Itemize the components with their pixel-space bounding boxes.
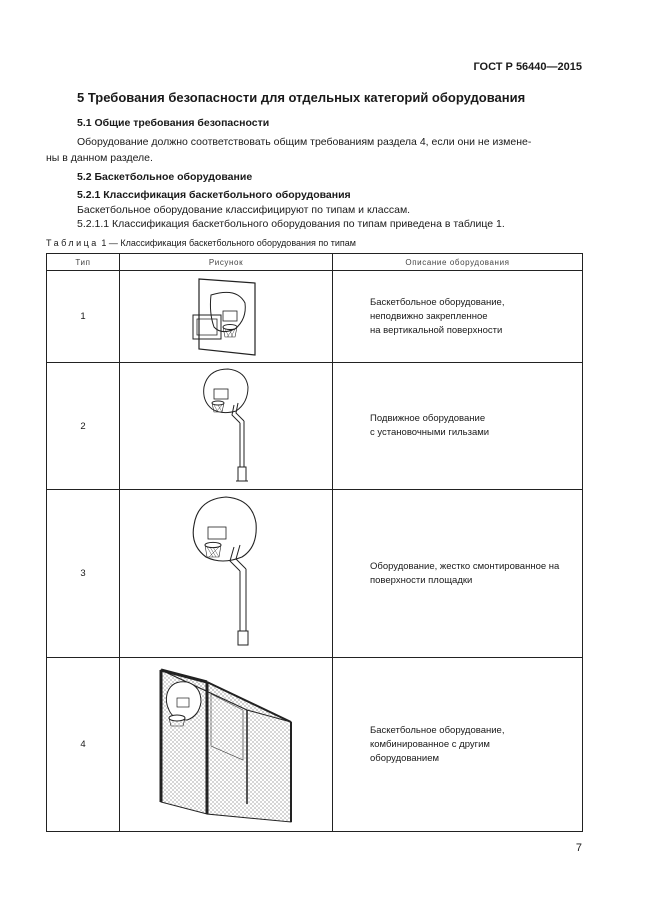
combined-goal-hoop-icon [151,664,301,826]
row-picture [120,271,333,363]
row-picture [120,490,333,658]
subsection-5-2-1-line1: Баскетбольное оборудование классифицируют по типам и классам. [77,204,411,216]
row-description-line: Баскетбольное оборудование, [370,296,505,308]
wall-mounted-hoop-icon [181,277,271,357]
table-caption-label: Таблица [46,238,99,248]
row-description [333,271,583,363]
row-type: 3 [47,490,120,658]
row-picture [120,658,333,832]
row-description-line: комбинированное с другим [370,738,490,750]
row-description-line: на вертикальной поверхности [370,324,503,336]
table-row [47,271,583,363]
classification-table [46,253,583,832]
row-picture [120,363,333,490]
subsection-5-1-line1: Оборудование должно соответствовать общим требованиям раздела 4, если они не измене- [77,136,532,148]
header-picture: Рисунок [120,254,333,271]
subsection-5-2-title: 5.2 Баскетбольное оборудование [77,171,253,183]
header-type: Тип [47,254,120,271]
page-number: 7 [575,842,582,854]
row-description [333,490,583,658]
table-row [47,490,583,658]
row-description-line: неподвижно закрепленное [370,310,488,322]
row-description [333,658,583,832]
table-row [47,658,583,832]
subsection-5-1-line2: ны в данном разделе. [46,152,153,164]
subsection-5-2-1-title: 5.2.1 Классификация баскетбольного оборудования [77,189,351,201]
row-description-line: Оборудование, жестко смонтированное на [370,560,560,572]
row-description-line: оборудованием [370,752,440,764]
table-header-row [47,254,583,271]
row-description-line: поверхности площадки [370,574,473,586]
table-caption [46,238,356,248]
row-description-line: Баскетбольное оборудование, [370,724,505,736]
subsection-5-2-1-line2: 5.2.1.1 Классификация баскетбольного оборудования по типам приведена в таблице 1. [77,218,505,230]
row-type: 1 [47,271,120,363]
fixed-pole-hoop-icon [186,495,266,653]
row-description-line: с установочными гильзами [370,427,490,438]
table-caption-number: 1 — [101,238,118,248]
subsection-5-1-title: 5.1 Общие требования безопасности [77,117,270,129]
row-type: 4 [47,658,120,832]
row-description-line: Подвижное оборудование [370,413,486,424]
row-description [333,363,583,490]
standard-code: ГОСТ Р 56440—2015 [473,61,582,73]
sleeve-pole-hoop-icon [196,367,256,485]
table-caption-text: Классификация баскетбольного оборудования по типам [120,238,356,248]
header-description: Описание оборудования [333,254,583,271]
table-row [47,363,583,490]
section-title: 5 Требования безопасности для отдельных категорий оборудования [77,90,526,105]
row-type: 2 [47,363,120,490]
